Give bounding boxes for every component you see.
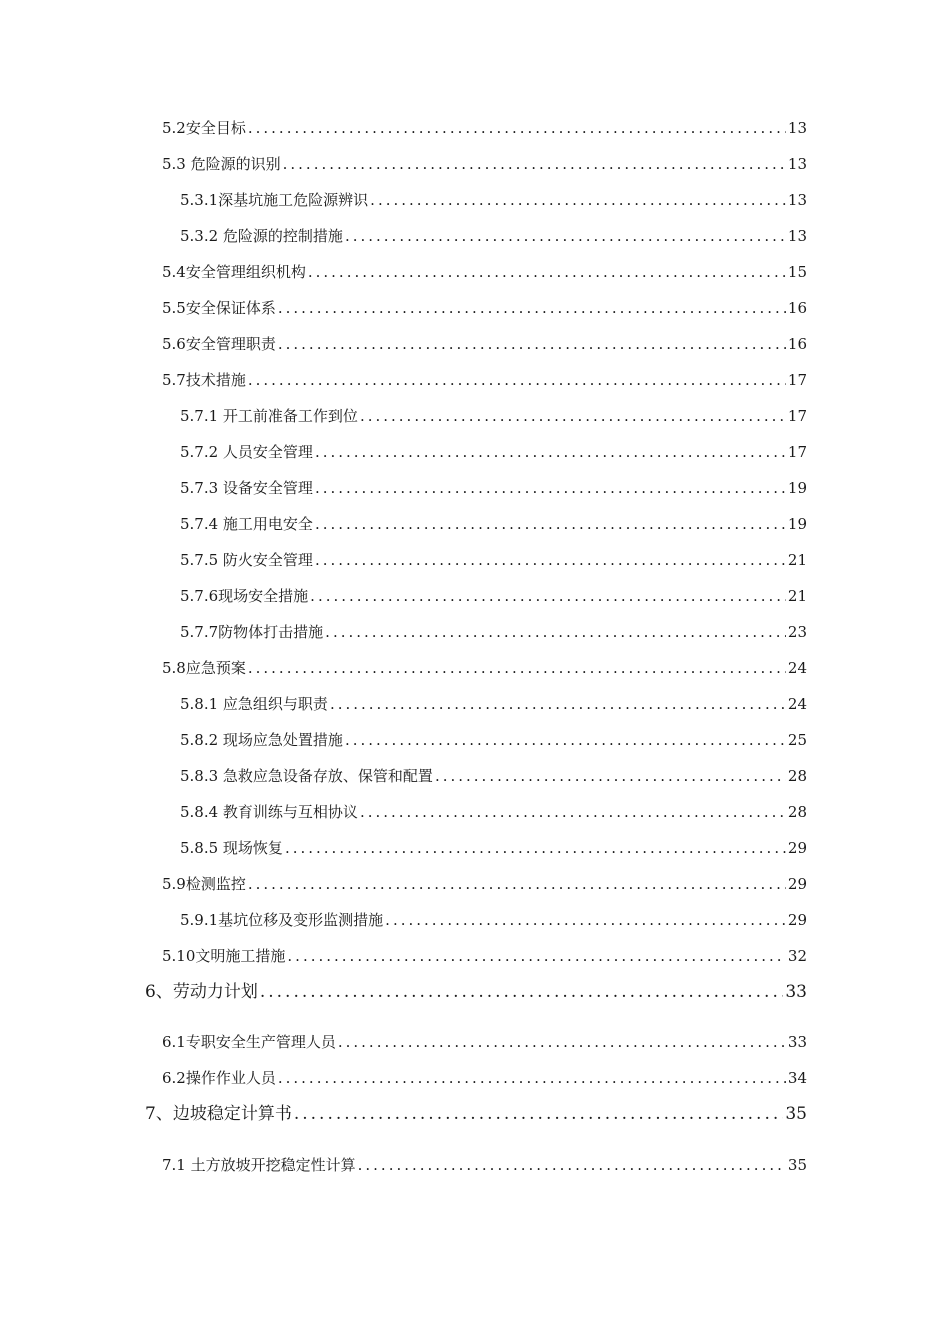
toc-entry-page: 13 (787, 119, 807, 137)
dot-leader (345, 226, 786, 246)
toc-entry-5-3-1[interactable] (180, 190, 807, 210)
dot-leader (385, 910, 786, 930)
dot-leader (435, 766, 786, 786)
toc-entry-page: 23 (787, 623, 807, 641)
toc-entry-page: 34 (787, 1069, 807, 1087)
toc-entry-page: 24 (787, 659, 807, 677)
toc-entry-5-8-4[interactable] (180, 802, 807, 822)
toc-entry-5-3-2[interactable] (180, 226, 807, 246)
toc-entry-title: 5.5安全保证体系 (162, 299, 276, 317)
toc-entry-title: 5.7.3 设备安全管理 (180, 479, 313, 497)
toc-entry-page: 17 (787, 443, 807, 461)
toc-entry-5-7-5[interactable] (180, 550, 807, 570)
dot-leader (325, 622, 786, 642)
toc-entry-title: 5.8.4 教育训练与互相协议 (180, 803, 358, 821)
dot-leader (248, 658, 786, 678)
toc-entry-page: 33 (785, 982, 807, 1002)
toc-entry-5-7-1[interactable] (180, 406, 807, 426)
dot-leader (248, 370, 786, 390)
dot-leader (330, 694, 786, 714)
toc-entry-5-4[interactable] (162, 262, 807, 282)
toc-entry-page: 24 (787, 695, 807, 713)
dot-leader (283, 154, 786, 174)
toc-entry-5-10[interactable] (162, 946, 807, 966)
toc-entry-title: 7.1 土方放坡开挖稳定性计算 (162, 1156, 356, 1174)
toc-entry-title: 5.8应急预案 (162, 659, 246, 677)
toc-entry-title: 5.8.5 现场恢复 (180, 839, 283, 857)
toc-entry-page: 19 (787, 515, 807, 533)
toc-entry-6[interactable] (145, 981, 807, 1003)
dot-leader (310, 586, 786, 606)
toc-entry-page: 21 (787, 551, 807, 569)
toc-entry-page: 15 (787, 263, 807, 281)
toc-entry-5-9[interactable] (162, 874, 807, 894)
toc-entry-page: 16 (787, 299, 807, 317)
toc-entry-title: 6.2操作作业人员 (162, 1069, 276, 1087)
toc-entry-page: 35 (787, 1156, 807, 1174)
toc-entry-5-6[interactable] (162, 334, 807, 354)
toc-entry-page: 29 (787, 839, 807, 857)
toc-entry-title: 5.8.2 现场应急处置措施 (180, 731, 343, 749)
toc-entry-page: 25 (787, 731, 807, 749)
toc-entry-5-7-4[interactable] (180, 514, 807, 534)
dot-leader (294, 1103, 784, 1125)
dot-leader (278, 1068, 786, 1088)
toc-entry-page: 13 (787, 227, 807, 245)
toc-entry-5-7-2[interactable] (180, 442, 807, 462)
toc-entry-5-2[interactable] (162, 118, 807, 138)
dot-leader (360, 406, 786, 426)
toc-entry-page: 28 (787, 803, 807, 821)
toc-entry-5-8-3[interactable] (180, 766, 807, 786)
toc-entry-title: 5.8.3 急救应急设备存放、保管和配置 (180, 767, 433, 785)
toc-entry-title: 5.3.1深基坑施工危险源辨识 (180, 191, 369, 209)
dot-leader (315, 478, 786, 498)
toc-entry-5-7[interactable] (162, 370, 807, 390)
toc-entry-page: 21 (787, 587, 807, 605)
toc-entry-page: 13 (787, 155, 807, 173)
toc-entry-page: 32 (787, 947, 807, 965)
toc-entry-5-8[interactable] (162, 658, 807, 678)
dot-leader (338, 1032, 786, 1052)
toc-entry-7-1[interactable] (162, 1155, 807, 1175)
toc-entry-title: 5.7.6现场安全措施 (180, 587, 309, 605)
toc-entry-5-7-7[interactable] (180, 622, 807, 642)
toc-entry-7[interactable] (145, 1103, 807, 1125)
toc-entry-5-7-3[interactable] (180, 478, 807, 498)
dot-leader (370, 190, 786, 210)
toc-entry-page: 17 (787, 371, 807, 389)
dot-leader (315, 514, 786, 534)
toc-entry-title: 5.10文明施工措施 (162, 947, 286, 965)
toc-entry-title: 5.9.1基坑位移及变形监测措施 (180, 911, 384, 929)
toc-entry-5-8-2[interactable] (180, 730, 807, 750)
toc-entry-title: 5.7.2 人员安全管理 (180, 443, 313, 461)
toc-entry-title: 6、劳动力计划 (145, 982, 258, 1002)
toc-entry-title: 5.4安全管理组织机构 (162, 263, 306, 281)
dot-leader (360, 802, 786, 822)
dot-leader (260, 981, 784, 1003)
toc-entry-page: 19 (787, 479, 807, 497)
dot-leader (278, 298, 786, 318)
dot-leader (248, 118, 786, 138)
toc-entry-title: 5.7.1 开工前准备工作到位 (180, 407, 358, 425)
toc-entry-5-7-6[interactable] (180, 586, 807, 606)
dot-leader (285, 838, 786, 858)
toc-entry-title: 5.6安全管理职责 (162, 335, 276, 353)
toc-entry-title: 5.7.7防物体打击措施 (180, 623, 324, 641)
toc-entry-title: 7、边坡稳定计算书 (145, 1104, 292, 1124)
dot-leader (315, 442, 786, 462)
dot-leader (308, 262, 786, 282)
toc-entry-page: 28 (787, 767, 807, 785)
toc-entry-5-9-1[interactable] (180, 910, 807, 930)
toc-entry-title: 5.8.1 应急组织与职责 (180, 695, 328, 713)
toc-entry-5-3[interactable] (162, 154, 807, 174)
dot-leader (345, 730, 786, 750)
toc-entry-5-8-1[interactable] (180, 694, 807, 714)
toc-entry-page: 29 (787, 875, 807, 893)
toc-entry-page: 35 (785, 1104, 807, 1124)
toc-entry-5-8-5[interactable] (180, 838, 807, 858)
toc-entry-title: 6.1专职安全生产管理人员 (162, 1033, 336, 1051)
toc-entry-title: 5.2安全目标 (162, 119, 246, 137)
toc-entry-page: 17 (787, 407, 807, 425)
dot-leader (278, 334, 786, 354)
toc-entry-6-2[interactable] (162, 1068, 807, 1088)
dot-leader (315, 550, 786, 570)
toc-entry-title: 5.7技术措施 (162, 371, 246, 389)
toc-entry-6-1[interactable] (162, 1032, 807, 1052)
toc-entry-page: 13 (787, 191, 807, 209)
toc-entry-title: 5.7.4 施工用电安全 (180, 515, 313, 533)
toc-entry-5-5[interactable] (162, 298, 807, 318)
toc-entry-title: 5.3.2 危险源的控制措施 (180, 227, 343, 245)
dot-leader (248, 874, 786, 894)
toc-entry-page: 16 (787, 335, 807, 353)
toc-entry-title: 5.3 危险源的识别 (162, 155, 281, 173)
toc-entry-title: 5.9检测监控 (162, 875, 246, 893)
dot-leader (287, 946, 786, 966)
toc-entry-title: 5.7.5 防火安全管理 (180, 551, 313, 569)
toc-entry-page: 33 (787, 1033, 807, 1051)
toc-entry-page: 29 (787, 911, 807, 929)
dot-leader (358, 1155, 786, 1175)
